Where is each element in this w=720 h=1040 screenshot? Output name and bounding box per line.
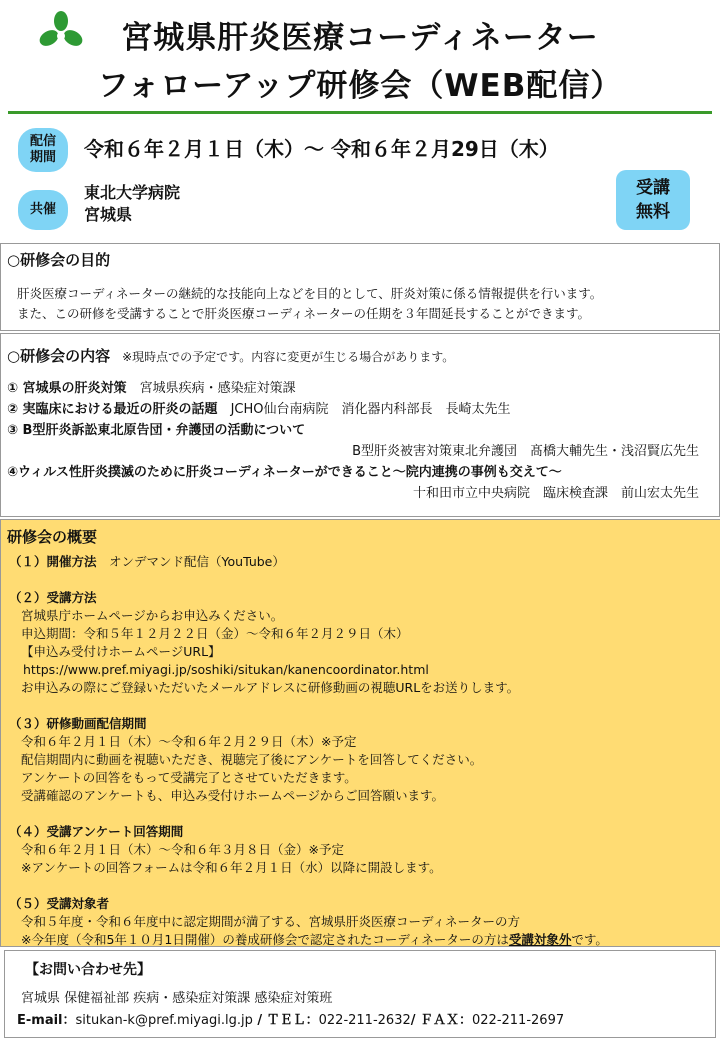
content-heading: ○研修会の内容: [7, 347, 111, 365]
host-badge: 共催: [18, 190, 68, 230]
host-list: 東北大学病院 宮城県: [84, 183, 181, 224]
registration-url-link[interactable]: https://www.pref.miyagi.jp/soshiki/situkan/kanencoordinator.html: [23, 662, 429, 677]
list-item: ① 宮城県の肝炎対策 宮城県疾病・感染症対策課: [7, 381, 296, 396]
list-item: ② 実臨床における最近の肝炎の話題 JCHO仙台南病院 消化器内科部長 長崎太先生: [7, 402, 511, 417]
tel-number: 022-211-2632: [318, 1013, 411, 1028]
page-title: 宮城県肝炎医療コーディネーター: [121, 20, 599, 56]
email-link[interactable]: situkan-k@pref.miyagi.lg.jp: [75, 1013, 253, 1028]
overview-section: 研修会の概要 （１）開催方法 オンデマンド配信（YouTube） （２）受講方法 宮城県庁ホームページからお申込みください。 申込期間：令和５年１２月２２日（金）～令和６年２月２９日（木） 【申込み受付けホームページURL】 https://www.pref.miyagi.jp/soshiki/situkan/kanencoordinator.html お申込みの際にご登録いただいたメールアドレスに研修動画の視聴URLをお送りします。 （３）研修動画配信期間 令和６年２月１日（木）～令和６年２月２９日（木）※予定 配信期間内に動画を視聴いただき、視聴完了後にアンケートを回答してください。 アンケートの回答をもって受講完了とさせていただきます。 受講確認のアンケートも、申込み受付けホームページからご回答願います。 （４）受講アンケート回答期間 令和６年２月１日（木）～令和６年３月８日（金）※予定 ※アンケートの回答フォームは令和６年２月１日（水）以降に開設します。 （５）受講対象者 令和５年度・令和６年度中に認定期間が満了する、宮城県肝炎医療コーディネーターの方 ※今年度（令和5年１０月1日開催）の養成研修会で認定されたコーディネーターの方は受講対象外です。: [0, 519, 720, 947]
purpose-section: ○研修会の目的 肝炎医療コーディネーターの継続的な技能向上などを目的として、肝炎対策に係る情報提供を行います。 また、この研修を受講することで肝炎医療コーディネーターの任期を３年間延長することができます。: [0, 243, 720, 331]
contact-section: [4, 950, 716, 1038]
contact-details: E-mail：situkan-k@pref.miyagi.lg.jp / ＴＥＬ：022-211-2632/ ＦＡＸ：022-211-2697: [17, 1013, 565, 1028]
overview-heading: 研修会の概要: [7, 528, 98, 546]
contact-heading: 【お問い合わせ先】: [25, 962, 151, 978]
contact-org: 宮城県 保健福祉部 疾病・感染症対策課 感染症対策班: [21, 991, 333, 1006]
period-dates: 令和６年２月１日（木）～ 令和６年２月29日（木）: [84, 137, 559, 161]
page-subtitle: フォローアップ研修会（WEB配信）: [97, 68, 623, 104]
content-note: ※現時点での予定です。内容に変更が生じる場合があります。: [122, 350, 455, 364]
list-item: ④ウィルス性肝炎撲滅のために肝炎コーディネーターができること～院内連携の事例も交えて～: [7, 465, 562, 480]
period-badge: 配信 期間: [18, 128, 68, 172]
content-section: ○研修会の内容 ※現時点での予定です。内容に変更が生じる場合があります。 ① 宮城県の肝炎対策 宮城県疾病・感染症対策課 ② 実臨床における最近の肝炎の話題 JCHO仙台南病院 消化器内科部長 長崎太先生 ③ B型肝炎訴訟東北原告団・弁護団の活動について B型肝炎被害対策東北弁護団 髙橋大輔先生・浅沼賢広先生 ④ウィルス性肝炎撲滅のために肝炎コーディネーターができること～院内連携の事例も交えて～ 十和田市立中央病院 臨床検査課 前山宏太先生: [0, 333, 720, 517]
purpose-heading: ○研修会の目的: [7, 251, 111, 269]
title-divider: [8, 111, 712, 114]
free-badge: 受講 無料: [616, 170, 690, 230]
fax-number: 022-211-2697: [472, 1013, 565, 1028]
list-item: ③ B型肝炎訴訟東北原告団・弁護団の活動について: [7, 423, 306, 438]
